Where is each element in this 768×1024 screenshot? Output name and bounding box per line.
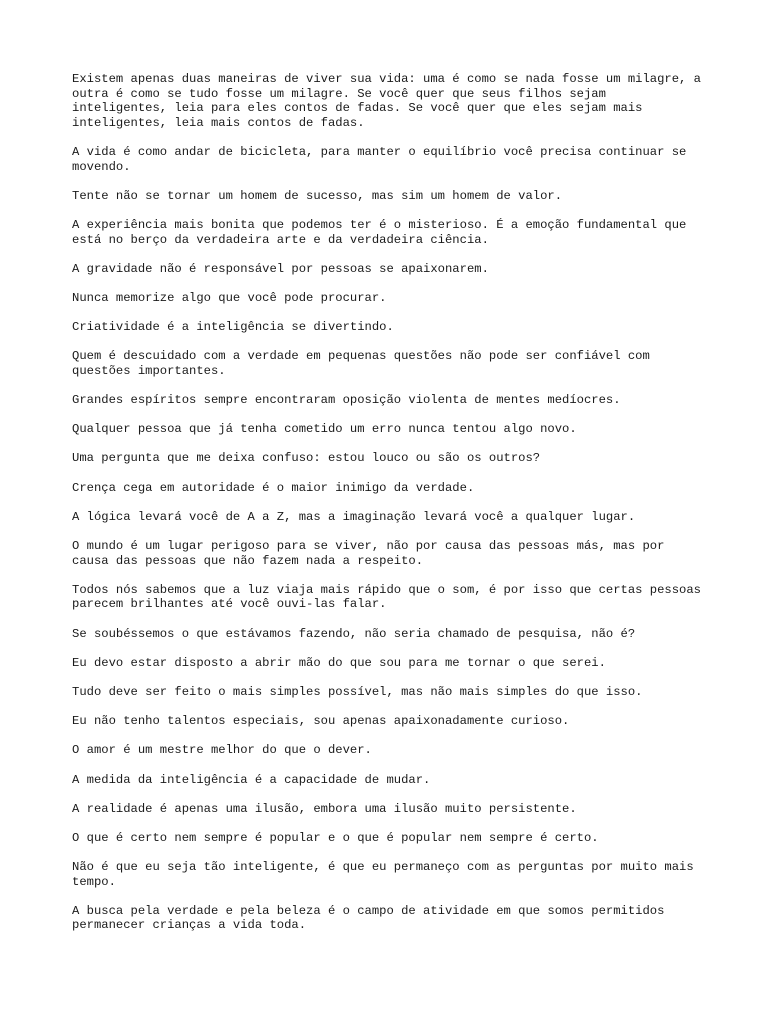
paragraph: Criatividade é a inteligência se divertindo. <box>72 320 394 335</box>
paragraph: O mundo é um lugar perigoso para se viver, não por causa das pessoas más, mas por causa das pessoas que não fazem nada a respeito. <box>72 539 665 568</box>
paragraph: A medida da inteligência é a capacidade de mudar. <box>72 772 431 787</box>
paragraph: Não é que eu seja tão inteligente, é que eu permaneço com as perguntas por muito mais tempo. <box>72 860 694 889</box>
paragraph: O amor é um mestre melhor do que o dever. <box>72 743 372 758</box>
paragraph: O que é certo nem sempre é popular e o que é popular nem sempre é certo. <box>72 830 599 845</box>
paragraph: Nunca memorize algo que você pode procurar. <box>72 290 387 305</box>
document-body <box>72 72 702 948</box>
paragraph: A realidade é apenas uma ilusão, embora uma ilusão muito persistente. <box>72 801 577 816</box>
paragraph: Eu não tenho talentos especiais, sou apenas apaixonadamente curioso. <box>72 714 570 729</box>
paragraph: Existem apenas duas maneiras de viver sua vida: uma é como se nada fosse um milagre, a outra é como se tudo fosse um milagre. Se você quer que seus filhos sejam inteligentes, leia para eles contos de fadas. Se você quer que eles sejam mais inteligentes, leia mais contos de fadas. <box>72 72 701 130</box>
paragraph: Eu devo estar disposto a abrir mão do que sou para me tornar o que serei. <box>72 655 606 670</box>
paragraph: Crença cega em autoridade é o maior inimigo da verdade. <box>72 480 475 495</box>
paragraph: A experiência mais bonita que podemos ter é o misterioso. É a emoção fundamental que está no berço da verdadeira arte e da verdadeira ciência. <box>72 217 687 247</box>
paragraph: Todos nós sabemos que a luz viaja mais rápido que o som, é por isso que certas pessoas parecem brilhantes até você ouvi-las falar. <box>72 582 701 612</box>
paragraph: Qualquer pessoa que já tenha cometido um erro nunca tentou algo novo. <box>72 422 577 437</box>
paragraph: Grandes espíritos sempre encontraram oposição violenta de mentes medíocres. <box>72 393 621 408</box>
paragraph: Quem é descuidado com a verdade em pequenas questões não pode ser confiável com questões importantes. <box>72 349 650 378</box>
paragraph: A gravidade não é responsável por pessoas se apaixonarem. <box>72 261 489 276</box>
paragraph: Uma pergunta que me deixa confuso: estou louco ou são os outros? <box>72 451 541 466</box>
paragraph: Se soubéssemos o que estávamos fazendo, não seria chamado de pesquisa, não é? <box>72 626 636 641</box>
paragraph: A vida é como andar de bicicleta, para manter o equilíbrio você precisa continuar se movendo. <box>72 144 687 174</box>
paragraph: A busca pela verdade e pela beleza é o campo de atividade em que somos permitidos permanecer crianças a vida toda. <box>72 903 665 933</box>
paragraph: Tudo deve ser feito o mais simples possível, mas não mais simples do que isso. <box>72 684 643 699</box>
paragraph: A lógica levará você de A a Z, mas a imaginação levará você a qualquer lugar. <box>72 509 636 524</box>
paragraph: Tente não se tornar um homem de sucesso, mas sim um homem de valor. <box>72 188 563 203</box>
